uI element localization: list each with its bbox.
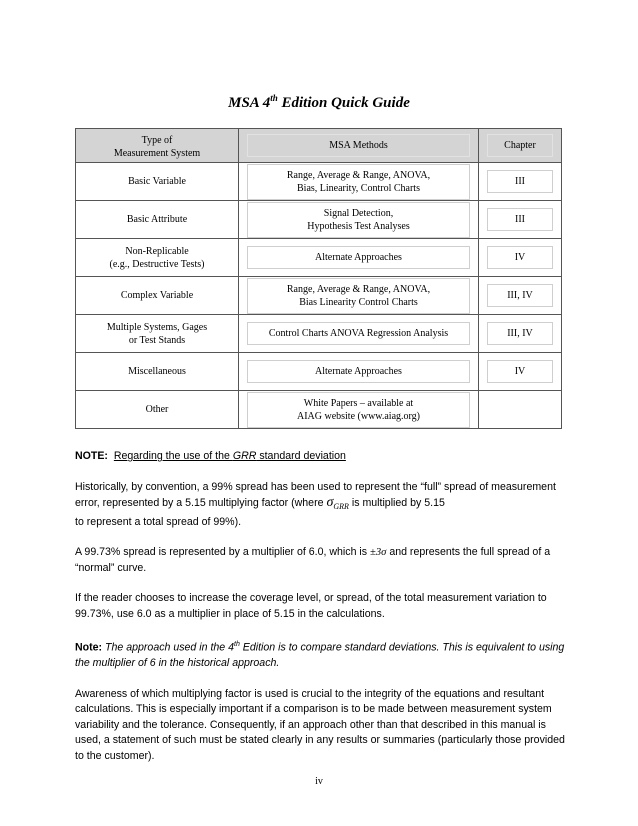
p1-text: Historically, by convention, a 99% spread has been used to represent the “full” spread of measurement error, represented by a 5.15 multiplying factor (where (75, 480, 556, 509)
type-line: Other (145, 404, 169, 415)
methods-line: Signal Detection, (323, 207, 394, 219)
chapter-value: III, IV (487, 284, 553, 307)
page-number: iv (315, 776, 323, 787)
cell-chapter (479, 353, 562, 391)
p4-superscript: th (234, 641, 240, 648)
cell-measurement-system-type (76, 163, 239, 201)
table-row (76, 277, 562, 315)
note-grr-italic: GRR (232, 450, 257, 462)
type-line: or Test Stands (128, 334, 186, 346)
methods-line: Bias Linearity Control Charts (299, 296, 418, 308)
cell-msa-methods (239, 201, 479, 239)
methods-line: Alternate Approaches (315, 366, 402, 377)
methods-box (247, 164, 470, 200)
table-row (76, 239, 562, 277)
methods-line: Hypothesis Test Analyses (307, 220, 410, 232)
type-line: Basic Attribute (126, 214, 188, 225)
methods-line: Control Charts ANOVA Regression Analysis (268, 328, 449, 339)
title-superscript: th (270, 93, 278, 103)
cell-measurement-system-type (76, 277, 239, 315)
note-underlined-text (114, 450, 346, 462)
p2-text-continued: and represents the full spread of a “normal” curve. (75, 546, 551, 574)
cell-chapter (479, 315, 562, 353)
p2-text: A 99.73% spread is represented by a multiplier of 6.0, which is (75, 546, 371, 558)
cell-msa-methods (239, 163, 479, 201)
cell-measurement-system-type (76, 391, 239, 429)
cell-chapter (479, 201, 562, 239)
chapter-value: IV (487, 246, 553, 269)
table-row (76, 315, 562, 353)
methods-box (247, 246, 470, 269)
note-text-after: standard deviation (256, 450, 346, 462)
chapter-value: III, IV (487, 322, 553, 345)
paragraph-99-73-spread (75, 545, 567, 576)
table-row (76, 163, 562, 201)
header-methods-label: MSA Methods (247, 134, 470, 157)
note-text-before: Regarding the use of the (113, 450, 233, 462)
paragraph-awareness: Awareness of which multiplying factor is used is crucial to the integrity of the equations and resultant calculations. This is especially important if a comparison is to be made between measurement system variability and the tolerance. Consequently, if an approach other than that described in this manual is used, a statement of such must be stated clearly in any results or summaries (particularly those provided to the customer). (75, 687, 565, 762)
type-line: Basic Variable (128, 176, 186, 187)
paragraph-total-spread (75, 515, 567, 531)
sigma-subscript-grr: GRR (333, 502, 349, 511)
methods-line: AIAG website (www.aiag.org) (296, 410, 421, 422)
methods-line: Bias, Linearity, Control Charts (297, 182, 420, 194)
cell-chapter (479, 277, 562, 315)
cell-msa-methods (239, 239, 479, 277)
cell-chapter (479, 163, 562, 201)
note-approach-label: Note: (75, 641, 103, 654)
methods-line: Range, Average & Range, ANOVA, (286, 283, 431, 295)
paragraph-coverage-level: If the reader chooses to increase the coverage level, or spread, of the total measurement variation to 99.73%, use 6.0 as a multiplier in place of 5.15 in the calculations. (75, 592, 547, 620)
p4-text: The approach used in the 4 (102, 641, 235, 654)
chapter-value: III (487, 170, 553, 193)
sigma-symbol: σ (326, 495, 334, 510)
header-chapter (479, 129, 562, 163)
chapter-value: IV (487, 360, 553, 383)
type-line: Non-Replicable (125, 245, 189, 257)
cell-msa-methods (239, 277, 479, 315)
methods-line: White Papers – available at (303, 397, 414, 409)
header-type-line-2: Measurement System (113, 148, 201, 159)
methods-box (247, 278, 470, 314)
msa-quick-guide-table (75, 128, 562, 429)
cell-chapter (479, 239, 562, 277)
type-line: Multiple Systems, Gages (106, 321, 208, 333)
title-text: MSA 4 (228, 95, 271, 111)
p1-text-end: to represent a total spread of 99%). (75, 515, 242, 528)
cell-msa-methods (239, 353, 479, 391)
table-row (76, 391, 562, 429)
methods-box (247, 360, 470, 383)
methods-box (247, 392, 470, 428)
type-line: (e.g., Destructive Tests) (109, 258, 205, 270)
cell-measurement-system-type (76, 353, 239, 391)
header-chapter-label: Chapter (487, 134, 553, 157)
note-label: NOTE: (75, 450, 108, 462)
methods-box (247, 322, 470, 345)
note-heading (75, 449, 567, 465)
header-type-of-measurement-system (76, 129, 239, 163)
document-title (0, 93, 638, 112)
header-msa-methods (239, 129, 479, 163)
chapter-value: III (487, 208, 553, 231)
cell-measurement-system-type (76, 201, 239, 239)
methods-box (247, 202, 470, 238)
cell-msa-methods (239, 391, 479, 429)
paragraph-historical-convention (75, 480, 567, 515)
paragraph-note-approach (75, 637, 567, 672)
cell-measurement-system-type (76, 239, 239, 277)
table-header-row (76, 129, 562, 163)
p4-text-continued: Edition is to compare standard deviations. This is equivalent to using the multiplier of 6 in the historical approach. (75, 641, 565, 670)
header-type-line-1: Type of (141, 135, 173, 146)
body-text (75, 449, 567, 779)
title-text-suffix: Edition Quick Guide (277, 95, 410, 111)
cell-measurement-system-type (76, 315, 239, 353)
cell-chapter (479, 391, 562, 429)
type-line: Miscellaneous (128, 366, 186, 377)
type-line: Complex Variable (120, 290, 194, 301)
plus-minus-3-sigma: ±3σ (370, 547, 387, 558)
p1-text-continued: is multiplied by 5.15 (348, 497, 445, 509)
table-row (76, 353, 562, 391)
methods-line: Range, Average & Range, ANOVA, (286, 169, 431, 181)
table-row (76, 201, 562, 239)
cell-msa-methods (239, 315, 479, 353)
methods-line: Alternate Approaches (315, 252, 402, 263)
